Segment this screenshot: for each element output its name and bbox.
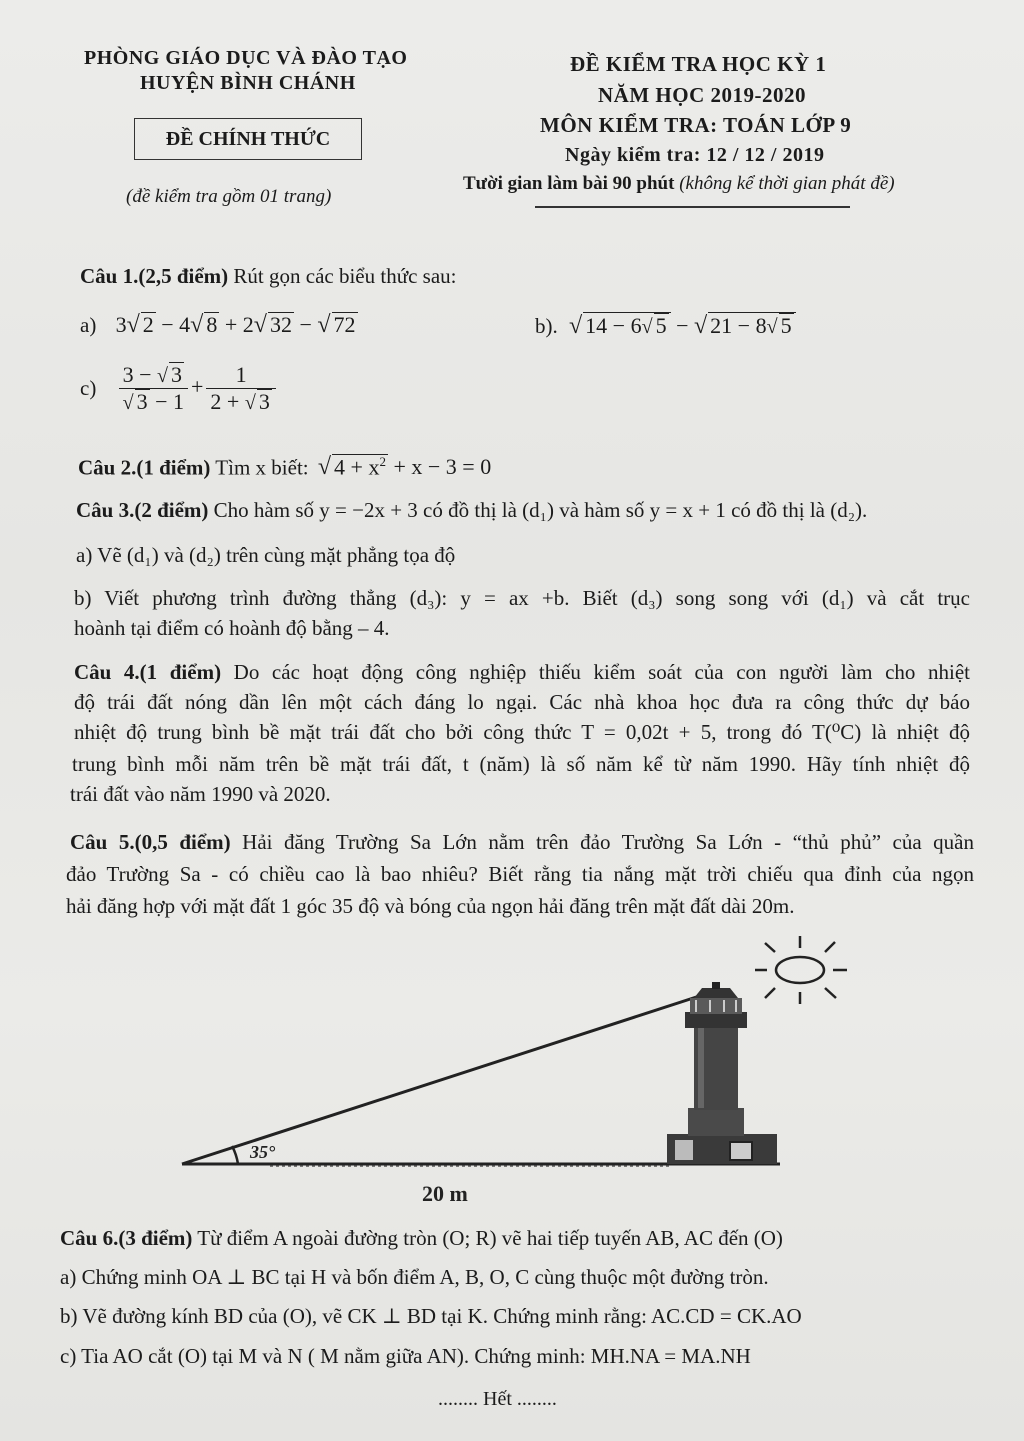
question-4-line4: trung bình mỗi năm trên bề mặt trái đất, t (năm) là số năm kể từ năm 1990. Hãy tính nhiệt độ (72, 752, 970, 776)
exam-title: ĐỀ KIỂM TRA HỌC KỲ 1 (570, 52, 827, 76)
question-5-line1 (70, 830, 974, 855)
question-1-text: Rút gọn các biểu thức sau: (233, 264, 457, 288)
question-4-line1 (74, 660, 970, 685)
question-3a: a) Vẽ (d₁) và (d₂) trên cùng mặt phẳng tọa độ (76, 543, 456, 567)
question-1-title (80, 264, 457, 289)
question-3-label: Câu 3.(2 điểm) (76, 498, 209, 522)
question-5-line2: đảo Trường Sa - có chiều cao là bao nhiêu? Biết rằng tia nắng mặt trời chiếu qua đỉnh của ngọn (66, 862, 974, 886)
lighthouse-figure (170, 928, 890, 1208)
question-1a (80, 312, 358, 339)
question-1a-label: a) (80, 313, 97, 337)
question-6b: b) Vẽ đường kính BD của (O), vẽ CK ⊥ BD tại K. Chứng minh rằng: AC.CD = CK.AO (60, 1304, 802, 1328)
sun-icon (755, 936, 847, 1004)
question-6 (60, 1226, 783, 1251)
lighthouse-icon (667, 982, 777, 1164)
question-3-text: Cho hàm số y = −2x + 3 có đồ thị là (d₁) và hàm số y = x + 1 có đồ thị là (d₂). (213, 498, 868, 522)
question-5-line3: hải đăng hợp với mặt đất 1 góc 35 độ và bóng của ngọn hải đăng trên mặt đất dài 20m. (66, 894, 795, 918)
question-5-label: Câu 5.(0,5 điểm) (70, 830, 231, 854)
question-1b-label: b). (535, 314, 558, 338)
angle-label: 35° (250, 1142, 276, 1162)
question-4-line3: nhiệt độ trung bình bề mặt trái đất cho bởi công thức T = 0,02t + 5, trong đó T(⁰C) là nhiệt độ (74, 720, 970, 744)
question-4-text: Do các hoạt động công nghiệp thiếu kiểm soát của con người làm cho nhiệt (233, 660, 970, 684)
time-info (463, 173, 895, 195)
angle-arc (232, 1146, 238, 1164)
time-note: (không kể thời gian phát đề) (679, 173, 895, 194)
district-name: HUYỆN BÌNH CHÁNH (140, 72, 356, 94)
question-3b-line1: b) Viết phương trình đường thẳng (d₃): y = ax +b. Biết (d₃) song song với (d₁) và cắt trục (74, 586, 970, 610)
school-year: NĂM HỌC 2019-2020 (598, 83, 806, 107)
question-4-label: Câu 4.(1 điểm) (74, 660, 222, 684)
distance-label: 20 m (422, 1181, 468, 1206)
time-label: Tười gian làm bài 90 phút (463, 173, 675, 194)
question-4-line5: trái đất vào năm 1990 và 2020. (70, 782, 331, 806)
header-divider (535, 206, 850, 208)
official-exam-box: ĐỀ CHÍNH THỨC (134, 118, 362, 160)
subject: MÔN KIỂM TRA: TOÁN LỚP 9 (540, 113, 852, 137)
question-1a-expression: 3√ 2 − 4√ 8 + 2√ 32 − √ 72 (115, 312, 356, 338)
pages-note: (đề kiểm tra gồm 01 trang) (126, 186, 332, 207)
question-1c (80, 362, 279, 415)
sun-ray-line (182, 990, 718, 1164)
question-2-equation: √ $4 + x^2 + x - 3 = 0$ (317, 454, 492, 481)
question-1-label: Câu 1.(2,5 điểm) (80, 264, 229, 288)
question-3b-line2: hoành tại điểm có hoành độ bằng – 4. (74, 616, 390, 640)
question-1c-label: c) (80, 376, 97, 400)
question-2 (78, 454, 491, 481)
question-1c-expression: $\frac{3 - √ 3}{√ 3 - 1}$ + $\frac{1}{2 + √ 3}$ (116, 374, 279, 399)
exam-date: Ngày kiểm tra: 12 / 12 / 2019 (565, 144, 825, 166)
fraction-2: $\frac{1}{2 + √ 3}$ (206, 362, 275, 415)
question-2-text: Tìm x biết: (215, 455, 309, 480)
question-1b (535, 312, 796, 340)
question-4-line2: độ trái đất nóng dần lên một cách đáng lo ngại. Các nhà khoa học đưa ra công thức dự báo (74, 690, 970, 714)
question-1b-expression: √ 14 − 6√ 5 − √ 21 − 8√ 5 (569, 313, 796, 338)
fraction-1: $\frac{3 - √ 3}{√ 3 - 1}$ (119, 362, 188, 415)
question-3 (76, 498, 867, 523)
question-6-text: Từ điểm A ngoài đường tròn (O; R) vẽ hai tiếp tuyến AB, AC đến (O) (197, 1226, 783, 1250)
question-6c: c) Tia AO cắt (O) tại M và N ( M nằm giữa AN). Chứng minh: MH.NA = MA.NH (60, 1344, 751, 1368)
question-5-text: Hải đăng Trường Sa Lớn nằm trên đảo Trường Sa Lớn - “thủ phủ” của quần (242, 830, 974, 854)
end-marker: ........ Hết ........ (438, 1388, 557, 1410)
department-name: PHÒNG GIÁO DỤC VÀ ĐÀO TẠO (84, 47, 408, 69)
question-6-label: Câu 6.(3 điểm) (60, 1226, 193, 1250)
question-6a: a) Chứng minh OA ⊥ BC tại H và bốn điểm A, B, O, C cùng thuộc một đường tròn. (60, 1265, 769, 1289)
question-2-label: Câu 2.(1 điểm) (78, 455, 211, 480)
